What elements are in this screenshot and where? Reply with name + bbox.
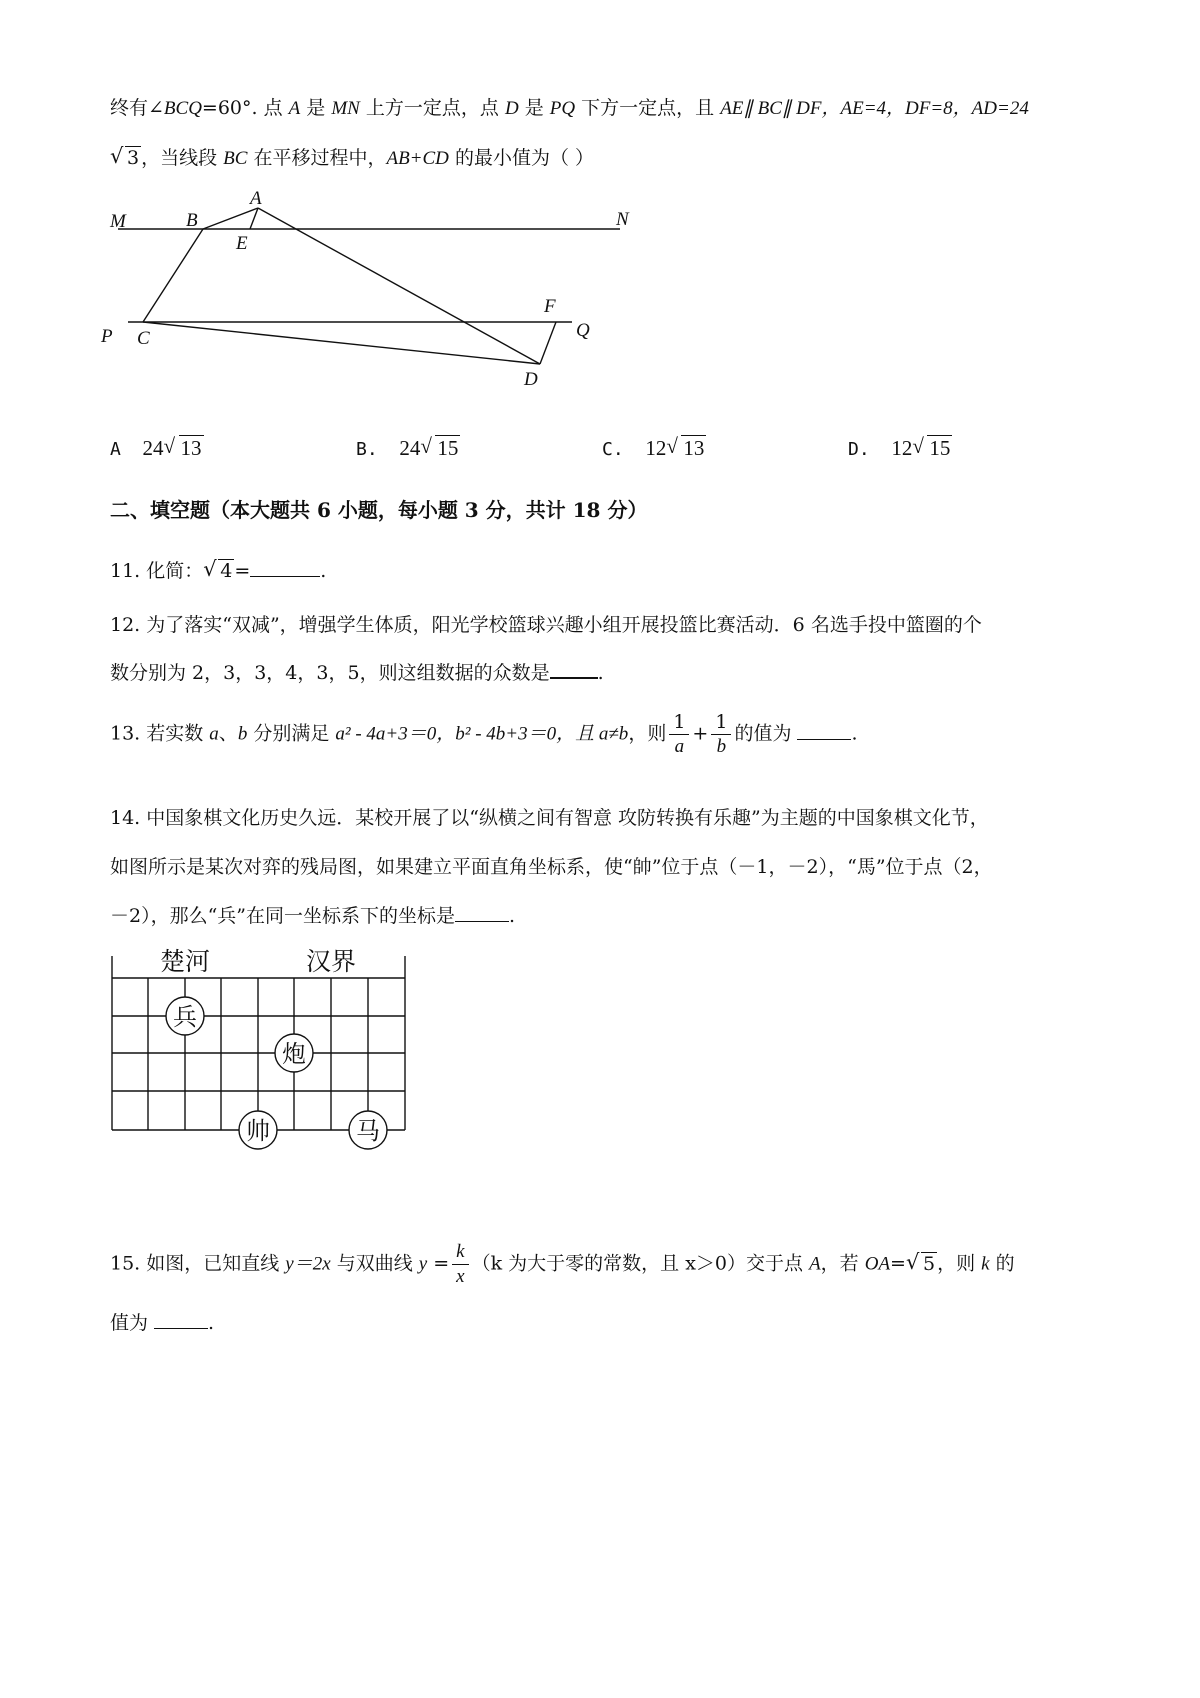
river-right-label: 汉界 bbox=[306, 947, 357, 976]
q14-line3: －2），那么“兵”在同一坐标系下的坐标是 . bbox=[110, 905, 516, 927]
label-b: B bbox=[186, 210, 198, 231]
q12-line1: 12. 为了落实“双减”，增强学生体质，阳光学校篮球兴趣小组开展投篮比赛活动．6 名选手投中篮圈的个 bbox=[110, 614, 982, 636]
answer-blank[interactable] bbox=[797, 739, 851, 740]
piece-ma bbox=[349, 1111, 387, 1149]
river-left-label: 楚河 bbox=[160, 947, 211, 976]
fraction-1-over-b: $\frac{1}{b}$ bbox=[711, 710, 731, 759]
label-d: D bbox=[524, 369, 538, 390]
q12-line2: 数分别为 2，3，3，4，3，5，则这组数据的众数是 . bbox=[110, 662, 604, 684]
option-c[interactable]: C. 12√ 13 bbox=[602, 436, 706, 461]
label-q: Q bbox=[576, 320, 590, 341]
option-b[interactable]: B. 24√ 15 bbox=[356, 436, 460, 461]
q15-line1: 15. 如图，已知直线 y＝2x 与双曲线 y = $\frac{k}{x}$ （k 为大于零的常数，且 x＞0）交于点 A，若 OA=√ 5 ，则 k 的 bbox=[110, 1240, 1015, 1289]
q11: 11. 化简：√ 4 = . bbox=[110, 557, 326, 585]
section-title: 二、填空题（本大题共 6 小题，每小题 3 分，共计 18 分） bbox=[110, 498, 648, 522]
svg-text:兵: 兵 bbox=[173, 1003, 197, 1031]
q14-line2: 如图所示是某次对弈的残局图，如果建立平面直角坐标系，使“帥”位于点（－1，－2），“馬”位于点（2， bbox=[110, 856, 993, 878]
sqrt-3: √ 3 bbox=[110, 144, 141, 172]
piece-bing bbox=[166, 997, 204, 1035]
q15-line2: 值为 . bbox=[110, 1312, 215, 1334]
fraction-1-over-a: $\frac{1}{a}$ bbox=[669, 710, 689, 759]
svg-text:炮: 炮 bbox=[282, 1040, 306, 1068]
label-p: P bbox=[101, 326, 113, 347]
q10-line2: √ 3 ，当线段 BC 在平移过程中，AB+CD 的最小值为（ ） bbox=[110, 144, 594, 173]
answer-blank[interactable] bbox=[455, 921, 509, 922]
q10-line1: 终有∠BCQ=60°. 点 A 是 MN 上方一定点，点 D 是 PQ 下方一定点，且 AE∥ BC∥ DF，AE=4，DF=8，AD=24 bbox=[110, 97, 1029, 119]
label-a: A bbox=[250, 188, 262, 209]
piece-pao bbox=[275, 1034, 313, 1072]
svg-text:马: 马 bbox=[356, 1117, 380, 1145]
chess-board-figure bbox=[0, 0, 450, 1200]
answer-blank[interactable] bbox=[550, 677, 598, 679]
label-e: E bbox=[236, 233, 248, 254]
q14-line1: 14. 中国象棋文化历史久远．某校开展了以“纵横之间有智意 攻防转换有乐趣”为主题的中国象棋文化节， bbox=[110, 807, 989, 829]
option-a[interactable]: A 24√ 13 bbox=[110, 436, 204, 461]
answer-blank[interactable] bbox=[154, 1328, 208, 1329]
q13: 13. 若实数 a、b 分别满足 a² - 4a+3＝0，b² - 4b+3＝0，且 a≠b，则 $\frac{1}{a}$ + $\frac{1}{b}$ 的值为 . bbox=[110, 711, 858, 757]
label-m: M bbox=[110, 211, 126, 232]
option-d[interactable]: D. 12√ 15 bbox=[848, 436, 952, 461]
svg-text:帅: 帅 bbox=[246, 1117, 270, 1145]
label-n: N bbox=[616, 209, 629, 230]
label-c: C bbox=[137, 328, 150, 349]
segment-df bbox=[540, 322, 556, 364]
piece-shuai bbox=[239, 1111, 277, 1149]
fraction-k-over-x: $\frac{k}{x}$ bbox=[452, 1240, 468, 1289]
label-f: F bbox=[544, 296, 556, 317]
